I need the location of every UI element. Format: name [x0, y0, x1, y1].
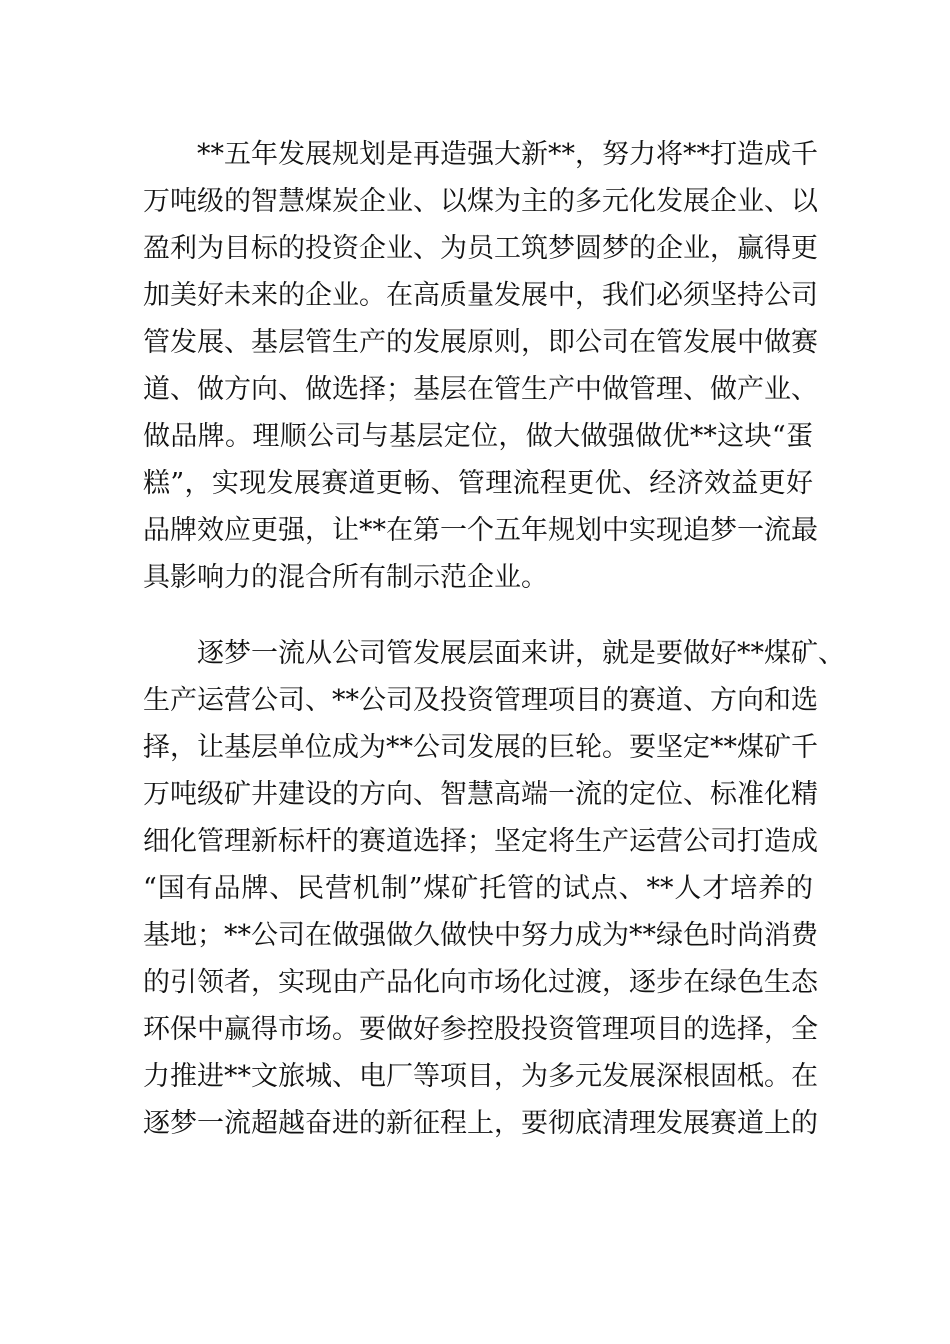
paragraph-2 [143, 630, 845, 1147]
text-line: 环保中赢得市场。要做好参控股投资管理项目的选择，全 [143, 1014, 818, 1045]
text-line: 管发展、基层管生产的发展原则，即公司在管发展中做赛 [143, 327, 818, 358]
text-line: 万吨级的智慧煤炭企业、以煤为主的多元化发展企业、以 [143, 186, 818, 217]
text-line: 道、做方向、做选择；基层在管生产中做管理、做产业、 [143, 374, 818, 405]
text-line: “国有品牌、民营机制”煤矿托管的试点、**人才培养的 [143, 873, 813, 904]
text-line: 基地；**公司在做强做久做快中努力成为**绿色时尚消费 [143, 920, 818, 951]
text-line: 逐梦一流从公司管发展层面来讲，就是要做好**煤矿、 [197, 638, 845, 669]
text-line: 生产运营公司、**公司及投资管理项目的赛道、方向和选 [143, 685, 818, 716]
text-line: 逐梦一流超越奋进的新征程上，要彻底清理发展赛道上的 [143, 1108, 818, 1139]
text-line: 品牌效应更强，让**在第一个五年规划中实现追梦一流最 [143, 515, 818, 546]
text-line: 糕”，实现发展赛道更畅、管理流程更优、经济效益更好 [143, 468, 813, 499]
text-line: 择，让基层单位成为**公司发展的巨轮。要坚定**煤矿千 [143, 732, 818, 763]
text-line: 具影响力的混合所有制示范企业。 [143, 562, 548, 593]
document-body [143, 131, 845, 1147]
paragraph-spacer [143, 601, 813, 630]
text-line: 力推进**文旅城、电厂等项目，为多元发展深根固柢。在 [143, 1061, 818, 1092]
text-line: 万吨级矿井建设的方向、智慧高端一流的定位、标准化精 [143, 779, 818, 810]
text-line: 细化管理新标杆的赛道选择；坚定将生产运营公司打造成 [143, 826, 818, 857]
text-line: 盈利为目标的投资企业、为员工筑梦圆梦的企业，赢得更 [143, 233, 818, 264]
text-line: 的引领者，实现由产品化向市场化过渡，逐步在绿色生态 [143, 967, 818, 998]
text-line: **五年发展规划是再造强大新**，努力将**打造成千 [197, 139, 818, 170]
text-line: 做品牌。理顺公司与基层定位，做大做强做优**这块“蛋 [143, 421, 813, 452]
text-line: 加美好未来的企业。在高质量发展中，我们必须坚持公司 [143, 280, 818, 311]
paragraph-1 [143, 131, 818, 601]
